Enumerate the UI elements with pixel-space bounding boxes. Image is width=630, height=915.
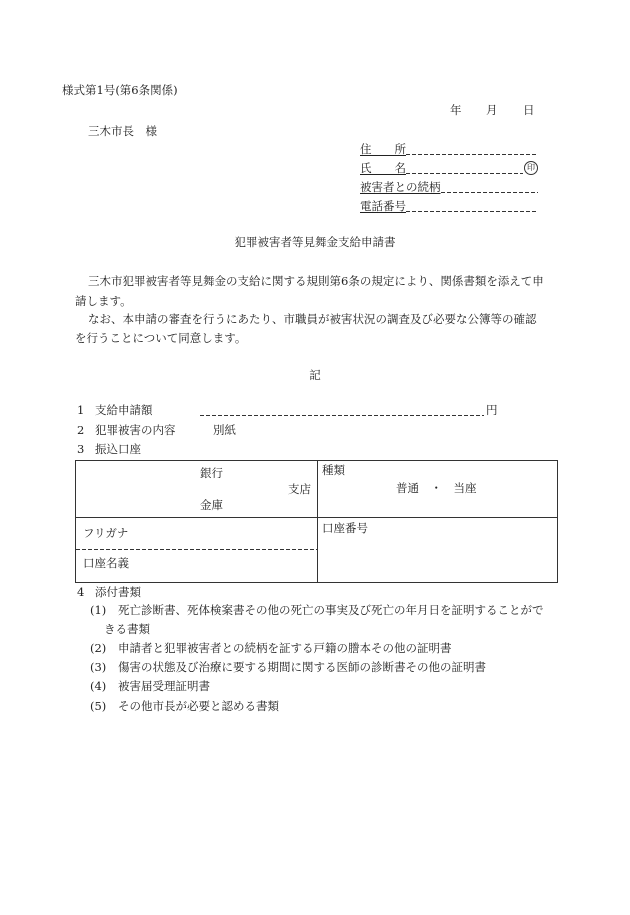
item-2-number: 2 xyxy=(77,423,85,437)
item-1-number: 1 xyxy=(77,403,85,417)
name-line xyxy=(406,173,523,174)
item-2-label: 犯罪被害の内容 xyxy=(95,423,176,437)
date-day: 日 xyxy=(523,103,535,117)
name-label: 氏 名 xyxy=(360,161,406,175)
attachment-4-text: 被害届受理証明書 xyxy=(118,679,210,693)
item-4-label: 添付書類 xyxy=(95,585,141,599)
item-2-value: 別紙 xyxy=(213,423,236,437)
bank-label: 銀行 xyxy=(200,466,223,480)
attachment-2-number: (2) xyxy=(90,641,107,655)
attachment-2-text: 申請者と犯罪被害者との続柄を証する戸籍の謄本その他の証明書 xyxy=(118,641,452,655)
credit-union-label: 金庫 xyxy=(200,498,223,512)
item-3-number: 3 xyxy=(77,442,85,456)
table-divider-vertical xyxy=(317,461,318,582)
table-divider-horizontal xyxy=(76,517,557,518)
attachment-5-number: (5) xyxy=(90,699,107,713)
relationship-label: 被害者との続柄 xyxy=(360,180,441,194)
phone-field xyxy=(360,199,538,213)
date-year: 年 xyxy=(450,103,462,117)
paragraph-2-line-2: を行うことについて同意します。 xyxy=(75,331,247,345)
address-field xyxy=(360,142,538,156)
account-type-options: 普通 ・ 当座 xyxy=(396,481,477,495)
item-3-label: 振込口座 xyxy=(95,442,141,456)
seal-mark: 印 xyxy=(524,161,538,175)
form-number: 様式第1号(第6条関係) xyxy=(62,83,178,97)
paragraph-2-line-1: なお、本申請の審査を行うにあたり、市職員が被害状況の調査及び必要な公簿等の確認 xyxy=(88,312,537,326)
address-label: 住 所 xyxy=(360,142,406,156)
account-table xyxy=(75,460,558,583)
ki-heading: 記 xyxy=(309,368,321,382)
item-4-number: 4 xyxy=(77,585,85,599)
account-holder-label: 口座名義 xyxy=(83,556,129,570)
branch-label: 支店 xyxy=(288,482,311,496)
address-line xyxy=(406,154,538,155)
attachment-1-line-1: 死亡診断書、死体検案書その他の死亡の事実及び死亡の年月日を証明することがで xyxy=(118,603,544,617)
addressee: 三木市長 様 xyxy=(88,124,157,138)
relationship-field xyxy=(360,180,538,194)
amount-line xyxy=(200,415,484,416)
phone-line xyxy=(406,211,538,212)
paragraph-1-line-1: 三木市犯罪被害者等見舞金の支給に関する規則第6条の規定により、関係書類を添えて申 xyxy=(88,274,544,288)
attachment-3-number: (3) xyxy=(90,660,107,674)
account-type-label: 種類 xyxy=(322,463,345,477)
date-month: 月 xyxy=(486,103,498,117)
amount-unit: 円 xyxy=(486,403,498,417)
item-1-label: 支給申請額 xyxy=(95,403,153,417)
account-number-label: 口座番号 xyxy=(322,521,368,535)
relationship-line xyxy=(441,192,539,193)
attachment-5-text: その他市長が必要と認める書類 xyxy=(118,699,279,713)
attachment-4-number: (4) xyxy=(90,679,107,693)
furigana-divider xyxy=(76,549,317,550)
attachment-3-text: 傷害の状態及び治療に要する期間に関する医師の診断書その他の証明書 xyxy=(118,660,486,674)
name-field xyxy=(360,161,538,175)
document-title: 犯罪被害者等見舞金支給申請書 xyxy=(234,235,396,249)
furigana-label: フリガナ xyxy=(83,526,129,540)
attachment-1-number: (1) xyxy=(90,603,107,617)
phone-label: 電話番号 xyxy=(360,199,406,213)
paragraph-1-line-2: 請します。 xyxy=(75,294,132,308)
attachment-1-line-2: きる書類 xyxy=(104,622,150,636)
